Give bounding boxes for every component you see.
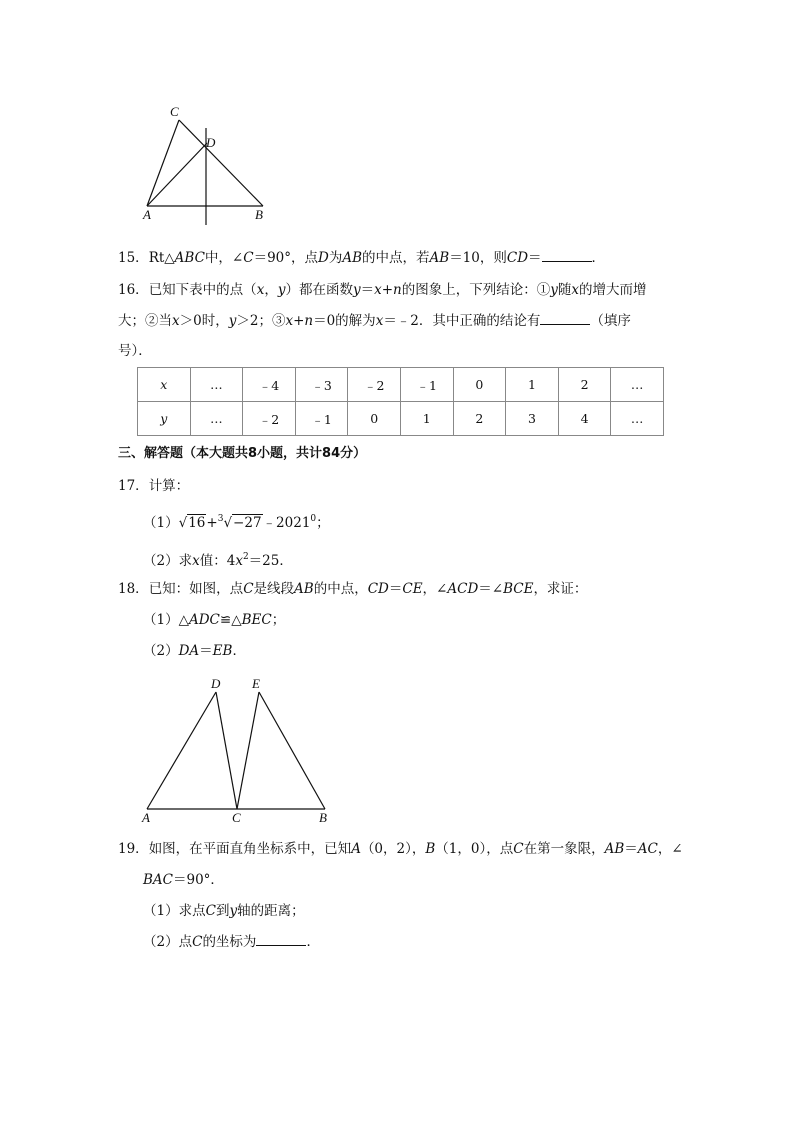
q16-text: ＝﹣2．其中正确的结论有 (383, 313, 541, 329)
q16-var: x (256, 282, 265, 298)
label-d: D (206, 135, 216, 150)
table-cell: 1 (400, 402, 453, 436)
table-cell: 0 (348, 402, 401, 436)
q15-text: 的中点，若 (362, 250, 430, 266)
exponent: 0 (310, 514, 317, 524)
q16-text: ＝ (360, 282, 375, 298)
question-18 (118, 579, 587, 599)
q16-var: n (304, 313, 314, 329)
q16-text: 号）． (118, 343, 152, 359)
part-number: （2） (143, 934, 179, 950)
figure-two-triangles (135, 672, 340, 827)
table-cell: 2 (558, 368, 611, 402)
q18-text: ． (232, 643, 246, 659)
q18-var: DA (178, 643, 200, 659)
q16-text: 的图象上，下列结论：① (401, 282, 551, 298)
q18-var: CD (367, 581, 389, 597)
answer-blank (540, 312, 590, 325)
q19-text: ＝90°． (173, 872, 224, 888)
q16-text: ＞0时， (179, 313, 229, 329)
q19-var: y (229, 903, 238, 919)
q19-text: （0，2）， (360, 841, 426, 857)
label-a: A (142, 810, 150, 825)
cbrt-sign: √ (223, 515, 233, 531)
q18-text: ＝ (199, 643, 213, 659)
q18-var: ADC (188, 612, 220, 628)
q15-text: Rt△ (148, 250, 175, 266)
q16-text: 已知下表中的点（ (148, 282, 257, 298)
q18-text: ，求证： (533, 581, 588, 597)
label-b: B (319, 810, 327, 825)
q16-var: y (352, 282, 361, 298)
exponent: 2 (242, 552, 249, 562)
q18-var: BEC (241, 612, 272, 628)
table-cell: 4 (558, 402, 611, 436)
q19-text: 在第一象限， (523, 841, 605, 857)
table-cell: x (138, 368, 191, 402)
q16-text: + (381, 282, 394, 298)
part-number: （2） (143, 553, 179, 569)
radicand: −27 (233, 515, 262, 531)
question-17 (118, 476, 189, 496)
question-19-line-2 (143, 870, 224, 890)
q16-text: ， (264, 282, 278, 298)
q17-text: 值：4 (199, 553, 236, 569)
q16-var: n (393, 282, 402, 298)
question-16-line-2 (118, 311, 631, 331)
q19-text: 到 (215, 903, 230, 919)
q15-var: AB (342, 250, 363, 266)
q16-text: + (293, 313, 305, 329)
q15-text: ． (591, 250, 606, 266)
table-cell: ﹣1 (400, 368, 453, 402)
q16-var: x (375, 313, 384, 329)
q18-text: ，∠ (422, 581, 448, 597)
q19-var: C (205, 903, 216, 919)
table-cell: 0 (453, 368, 506, 402)
q15-var: ABC (174, 250, 205, 266)
q15-number: 15． (118, 250, 149, 266)
q16-text: （填序 (590, 313, 631, 329)
q16-text: 随 (557, 282, 572, 298)
q15-var: C (243, 250, 254, 266)
q17-var: x (235, 553, 243, 569)
q16-text: ＞2；③ (236, 313, 286, 329)
q15-text: ＝90°，点 (253, 250, 319, 266)
q19-text: （1，0），点 (435, 841, 514, 857)
q16-var: x (172, 313, 180, 329)
table-cell: 3 (506, 402, 559, 436)
values-table (137, 367, 664, 436)
q16-text: ）都在函数 (285, 282, 353, 298)
q16-text: 的增大而增 (579, 282, 647, 298)
q16-var: y (228, 313, 237, 329)
table-cell: … (190, 368, 243, 402)
q17-text: 计算： (148, 478, 190, 494)
table-row-x (138, 368, 664, 402)
sqrt-sign: √ (178, 515, 188, 531)
label-c: C (170, 104, 179, 119)
q19-var: BAC (143, 872, 173, 888)
root-index: 3 (217, 514, 224, 524)
q18-var: CE (402, 581, 423, 597)
q15-text: ＝10，则 (449, 250, 507, 266)
q19-text: 如图，在平面直角坐标系中，已知 (148, 841, 352, 857)
table-cell: y (138, 402, 191, 436)
q16-var: x (285, 313, 294, 329)
label-e: E (252, 676, 260, 691)
answer-blank (256, 933, 306, 946)
q19-text: ，∠ (657, 841, 683, 857)
question-16-line-3 (118, 341, 152, 361)
q16-var: x (571, 282, 579, 298)
question-19-part-1 (143, 901, 305, 921)
q16-text: ＝0的解为 (313, 313, 376, 329)
table-cell: ﹣3 (295, 368, 348, 402)
q19-number: 19． (118, 841, 149, 857)
q18-text: ≌△ (219, 612, 242, 628)
q19-text: ＝ (624, 841, 638, 857)
radicand: 16 (188, 515, 206, 531)
q18-text: 的中点， (313, 581, 368, 597)
q19-var: A (351, 841, 361, 857)
q16-var: x (374, 282, 382, 298)
table-cell: ﹣2 (243, 402, 296, 436)
table-cell: … (190, 402, 243, 436)
question-19-part-2 (143, 932, 320, 952)
q19-text: 的坐标为 (202, 934, 257, 950)
q15-text: 为 (328, 250, 343, 266)
q19-var: AB (604, 841, 625, 857)
q19-var: C (192, 934, 203, 950)
q15-var: D (318, 250, 329, 266)
q18-text: 已知：如图，点 (148, 581, 244, 597)
q15-var: AB (429, 250, 450, 266)
q18-text: 是线段 (253, 581, 295, 597)
part-number: （2） (143, 643, 179, 659)
q17-text: ﹣2021 (262, 515, 311, 531)
table-cell: … (611, 402, 664, 436)
q19-var: AC (637, 841, 658, 857)
q18-var: EB (212, 643, 233, 659)
operator: + (206, 515, 218, 531)
part-number: （1） (143, 515, 179, 531)
label-b: B (255, 207, 263, 222)
label-c: C (232, 810, 241, 825)
q16-text: 大；②当 (118, 313, 172, 329)
q18-text: ＝∠ (478, 581, 504, 597)
q18-text: △ (178, 612, 189, 628)
q17-number: 17． (118, 478, 149, 494)
table-cell: 2 (453, 402, 506, 436)
q18-var: ACD (447, 581, 479, 597)
table-cell: … (611, 368, 664, 402)
q16-var: y (550, 282, 558, 298)
label-d: D (211, 676, 221, 691)
q15-text: ＝ (528, 250, 542, 266)
q15-var: CD (506, 250, 529, 266)
part-number: （1） (143, 612, 179, 628)
q18-var: BCE (503, 581, 534, 597)
answer-blank (542, 249, 592, 262)
table-cell: ﹣4 (243, 368, 296, 402)
question-15 (118, 248, 605, 268)
question-16-line-1 (118, 280, 647, 300)
question-19-line-1 (118, 839, 683, 859)
q18-number: 18． (118, 581, 149, 597)
q18-text: ＝ (388, 581, 403, 597)
q19-text: 轴的距离； (237, 903, 305, 919)
figure-triangle-abc (135, 100, 275, 225)
q17-text: ； (316, 515, 330, 531)
q19-var: B (425, 841, 436, 857)
q18-var: C (243, 581, 254, 597)
q17-text: 求 (178, 553, 193, 569)
q17-text: ＝25． (248, 553, 293, 569)
q15-text: 中，∠ (204, 250, 244, 266)
table-row-y (138, 402, 664, 436)
q16-var: y (277, 282, 286, 298)
question-17-part-1 (143, 509, 330, 533)
label-a: A (143, 207, 151, 222)
q19-text: 求点 (178, 903, 206, 919)
q19-text: ． (306, 934, 320, 950)
q18-var: AB (294, 581, 314, 597)
question-18-part-1 (143, 610, 285, 630)
q17-var: x (192, 553, 200, 569)
table-cell: ﹣2 (348, 368, 401, 402)
part-number: （1） (143, 903, 179, 919)
section-heading: 三、解答题（本大题共8小题，共计84分） (118, 446, 367, 461)
table-cell: ﹣1 (295, 402, 348, 436)
question-17-part-2 (143, 547, 293, 571)
q18-text: ； (271, 612, 286, 628)
question-18-part-2 (143, 641, 246, 661)
q19-var: C (513, 841, 524, 857)
q16-number: 16． (118, 282, 149, 298)
table-cell: 1 (506, 368, 559, 402)
q19-text: 点 (178, 934, 193, 950)
